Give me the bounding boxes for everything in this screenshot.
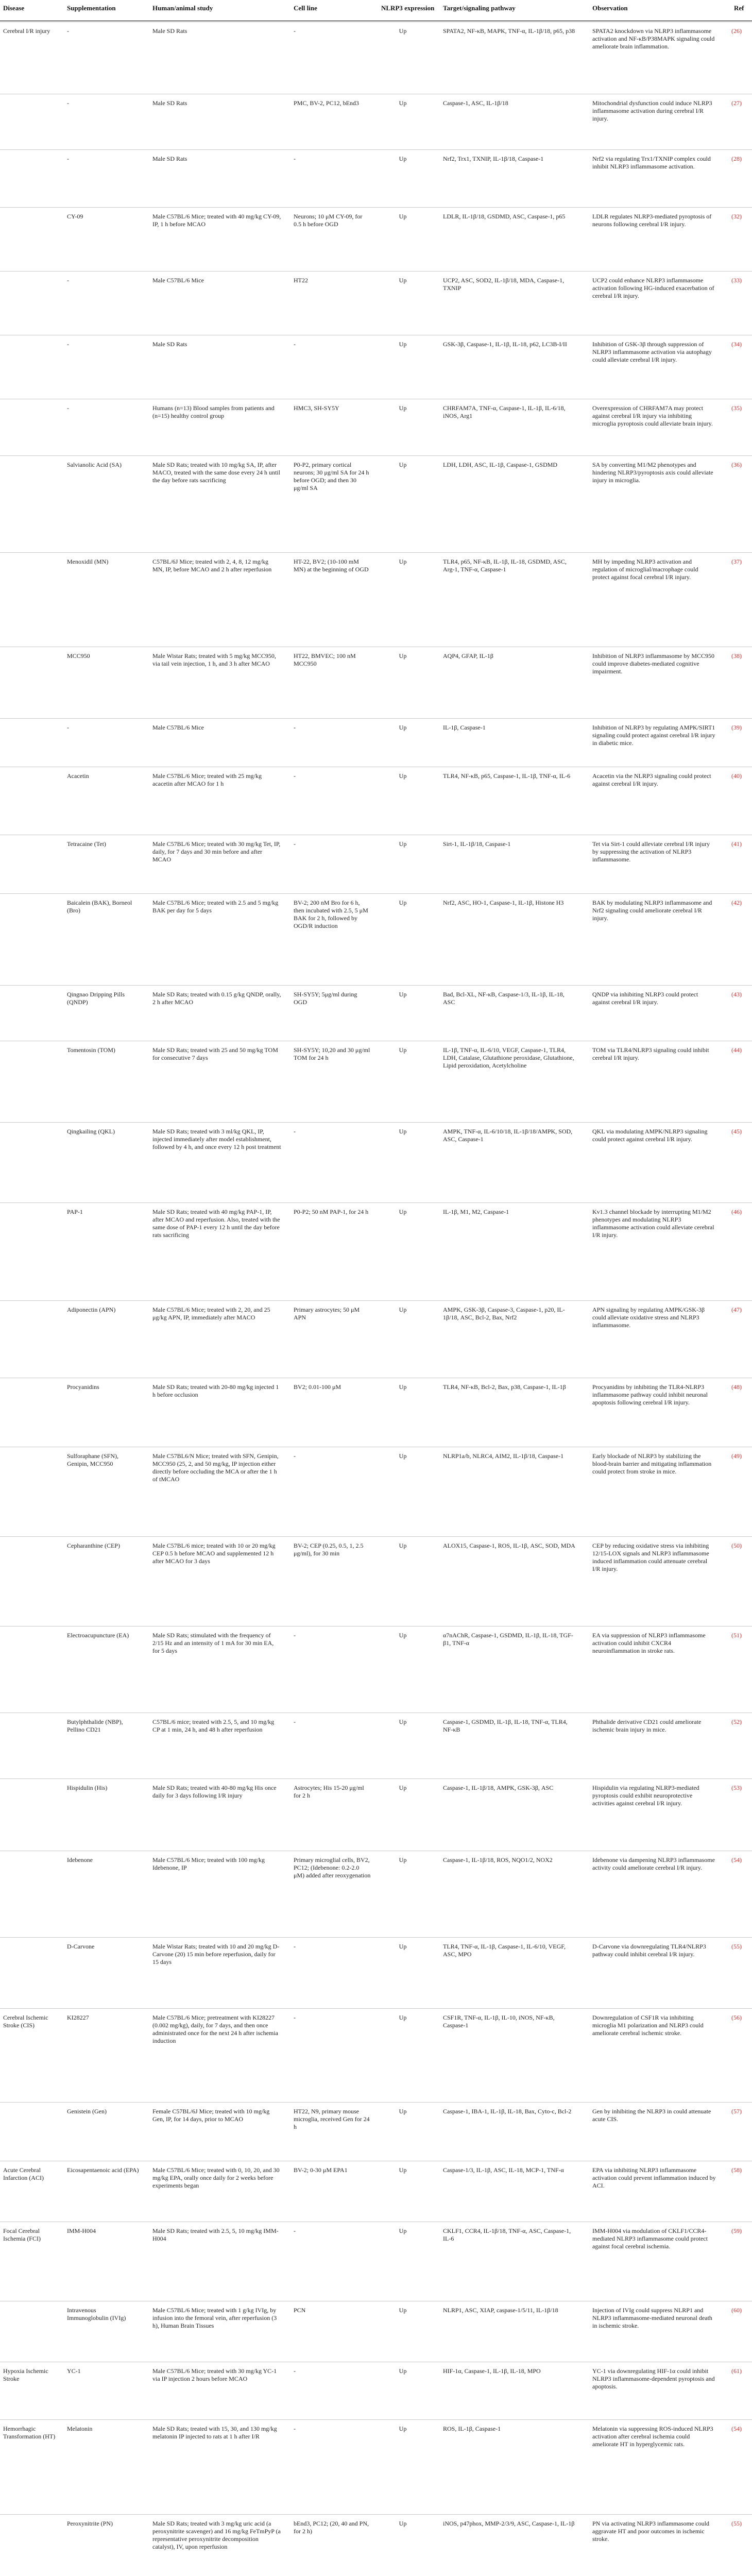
cell-supplementation: Peroxynitrite (PN) bbox=[67, 2520, 113, 2527]
cell-supplementation: - bbox=[67, 277, 69, 284]
table-row bbox=[0, 22, 752, 94]
cell-study: Male SD Rats bbox=[152, 341, 187, 348]
cell-ref[interactable]: (56) bbox=[731, 2014, 742, 2021]
cell-cell-line: - bbox=[294, 2227, 296, 2234]
cell-observation: QKL via modulating AMPK/NLRP3 signaling could protect against cerebral I/R injury. bbox=[592, 1128, 708, 1143]
cell-observation: QNDP via inhibiting NLRP3 could protect against cerebral I/R injury. bbox=[592, 991, 698, 1006]
cell-observation: Downregulation of CSF1R via inhibiting microglia M1 polarization and NLRP3 could ameliorate cerebral ischemic stroke. bbox=[592, 2014, 704, 2037]
cell-supplementation: KI28227 bbox=[67, 2014, 89, 2021]
cell-nlrp3-expression: Up bbox=[399, 1383, 407, 1391]
cell-cell-line: P0-P2; 50 nM PAP-1, for 24 h bbox=[294, 1208, 369, 1215]
table-row bbox=[0, 2514, 752, 2576]
cell-observation: SPATA2 knockdown via NLRP3 inflammasome activation and NF-κB/P38MAPK signaling could ameliorate brain inflammation. bbox=[592, 27, 715, 50]
cell-study: C57BL/6J Mice; treated with 2, 4, 8, 12 mg/kg MN, IP, before MCAO and 2 h after reperfusion bbox=[152, 558, 272, 573]
cell-supplementation: MCC950 bbox=[67, 652, 90, 659]
cell-observation: Inhibition of NLRP3 inflammasome by MCC950 could improve diabetes-mediated cognitive impairment. bbox=[592, 652, 714, 675]
cell-supplementation: Menoxidil (MN) bbox=[67, 558, 109, 565]
cell-nlrp3-expression: Up bbox=[399, 991, 407, 998]
cell-study: Male SD Rats; treated with 40-80 mg/kg His once daily for 3 days following I/R injury bbox=[152, 1784, 277, 1799]
cell-supplementation: Qingkailing (QKL) bbox=[67, 1128, 115, 1135]
cell-disease: Cerebral I/R injury bbox=[3, 27, 50, 35]
cell-study: Male SD Rats; treated with 20-80 mg/kg injected 1 h before occlusion bbox=[152, 1383, 279, 1398]
cell-supplementation: PAP-1 bbox=[67, 1208, 83, 1215]
cell-nlrp3-expression: Up bbox=[399, 2307, 407, 2314]
table-row bbox=[0, 1778, 752, 1851]
cell-observation: Inhibition of GSK-3β through suppression of NLRP3 inflammasome activation via autophagy could alleviate cerebral I/R injury. bbox=[592, 341, 712, 363]
cell-supplementation: Butylphthalide (NBP), Pellino CD21 bbox=[67, 1718, 123, 1733]
cell-ref[interactable]: (55) bbox=[731, 1943, 742, 1950]
table-row bbox=[0, 2301, 752, 2362]
cell-observation: PN via activating NLRP3 inflammasome could aggravate HT and poor outcomes in ischemic stroke. bbox=[592, 2520, 709, 2543]
cell-target-pathway: TLR4, NF-κB, p65, Caspase-1, IL-1β, TNF-α, IL-6 bbox=[443, 772, 571, 779]
cell-ref[interactable]: (33) bbox=[731, 277, 742, 284]
table-row bbox=[0, 2161, 752, 2222]
cell-ref[interactable]: (54) bbox=[731, 1856, 742, 1863]
cell-observation: EA via suppression of NLRP3 inflammasome activation could inhibit CXCR4 neuroinflammation in stroke rats. bbox=[592, 1632, 706, 1654]
cell-ref[interactable]: (37) bbox=[731, 558, 742, 565]
cell-supplementation: Genistein (Gen) bbox=[67, 2108, 107, 2115]
cell-observation: Kv1.3 channel blockade by interrupting M1/M2 phenotypes and modulating NLRP3 inflammasome activation could alleviate cerebral I/R injury. bbox=[592, 1208, 714, 1239]
cell-ref[interactable]: (50) bbox=[731, 1542, 742, 1549]
table-row bbox=[0, 1041, 752, 1123]
cell-nlrp3-expression: Up bbox=[399, 1632, 407, 1639]
cell-study: Male C57BL/6 Mice; treated with 100 mg/kg Idebenone, IP bbox=[152, 1856, 265, 1871]
cell-nlrp3-expression: Up bbox=[399, 213, 407, 220]
cell-ref[interactable]: (51) bbox=[731, 1632, 742, 1639]
cell-supplementation: - bbox=[67, 404, 69, 412]
header-nlrp3-expression: NLRP3 expression bbox=[381, 4, 435, 12]
cell-cell-line: BV2; 0.01-100 μM bbox=[294, 1383, 341, 1391]
cell-ref[interactable]: (44) bbox=[731, 1046, 742, 1054]
cell-supplementation: Eicosapentaenoic acid (EPA) bbox=[67, 2166, 139, 2174]
cell-ref[interactable]: (34) bbox=[731, 341, 742, 348]
cell-target-pathway: IL-1β, Caspase-1 bbox=[443, 724, 486, 731]
cell-observation: Early blockade of NLRP3 by stabilizing the blood-brain barrier and mitigating inflammation could protect from stroke in mice. bbox=[592, 1452, 712, 1475]
cell-cell-line: HT22, N9, primary mouse microglia, received Gen for 24 h bbox=[294, 2108, 370, 2130]
cell-ref[interactable]: (40) bbox=[731, 772, 742, 779]
cell-target-pathway: SPATA2, NF-κB, MAPK, TNF-α, IL-1β/18, p65, p38 bbox=[443, 27, 575, 35]
header-cell-line: Cell line bbox=[294, 4, 317, 12]
cell-ref[interactable]: (32) bbox=[731, 213, 742, 220]
cell-supplementation: Intravenous Immunoglobulin (IVIg) bbox=[67, 2307, 126, 2321]
cell-nlrp3-expression: Up bbox=[399, 99, 407, 107]
cell-cell-line: Neurons; 10 μM CY-09, for 0.5 h before OGD bbox=[294, 213, 363, 228]
cell-cell-line: HMC3, SH-SY5Y bbox=[294, 404, 339, 412]
cell-ref[interactable]: (41) bbox=[731, 840, 742, 848]
cell-ref[interactable]: (54) bbox=[731, 2425, 742, 2432]
cell-target-pathway: AQP4, GFAP, IL-1β bbox=[443, 652, 493, 659]
cell-target-pathway: CSF1R, TNF-α, IL-1β, IL-10, iNOS, NF-κB, Caspase-1 bbox=[443, 2014, 555, 2029]
cell-supplementation: Sulforaphane (SFN), Genipin, MCC950 bbox=[67, 1452, 118, 1467]
table-row bbox=[0, 1713, 752, 1779]
cell-nlrp3-expression: Up bbox=[399, 772, 407, 779]
cell-target-pathway: LDLR, IL-1β/18, GSDMD, ASC, Caspase-1, p65 bbox=[443, 213, 566, 220]
cell-cell-line: - bbox=[294, 2367, 296, 2375]
cell-disease: Hemorrhagic Transformation (HT) bbox=[3, 2425, 56, 2440]
header-observation: Observation bbox=[592, 4, 628, 12]
cell-nlrp3-expression: Up bbox=[399, 1542, 407, 1549]
cell-nlrp3-expression: Up bbox=[399, 2227, 407, 2234]
cell-supplementation: Hispidulin (His) bbox=[67, 1784, 108, 1791]
cell-study: Male SD Rats; treated with 2.5, 5, 10 mg/kg IMM-H004 bbox=[152, 2227, 279, 2242]
header-study: Human/animal study bbox=[152, 4, 213, 12]
cell-supplementation: Tomentosin (TOM) bbox=[67, 1046, 115, 1054]
cell-target-pathway: IL-1β, M1, M2, Caspase-1 bbox=[443, 1208, 509, 1215]
cell-ref[interactable]: (60) bbox=[731, 2307, 742, 2314]
cell-nlrp3-expression: Up bbox=[399, 2166, 407, 2174]
cell-study: Male C57BL/6 Mice; treated with 30 mg/kg Tet, IP, daily, for 7 days and 30 min before and after MCAO bbox=[152, 840, 281, 863]
cell-supplementation: Qingnao Dripping Pills (QNDP) bbox=[67, 991, 125, 1006]
cell-cell-line: SH-SY5Y; 5μg/ml during OGD bbox=[294, 991, 357, 1006]
cell-disease: Cerebral Ischemic Stroke (CIS) bbox=[3, 2014, 48, 2029]
table-row bbox=[0, 893, 752, 986]
cell-ref[interactable]: (52) bbox=[731, 1718, 742, 1725]
cell-cell-line: - bbox=[294, 1943, 296, 1950]
cell-supplementation: IMM-H004 bbox=[67, 2227, 96, 2234]
cell-nlrp3-expression: Up bbox=[399, 1128, 407, 1135]
cell-study: Male SD Rats; treated with 3 mg/kg uric acid (a peroxynitrite scavenger) and 16 mg/kg FeTmPyP (a representative peroxynitrite decomposition catalyst), IV, upon reperfusion bbox=[152, 2520, 281, 2550]
cell-disease: Focal Cerebral Ischemia (FCI) bbox=[3, 2227, 41, 2242]
cell-observation: Phthalide derivative CD21 could ameliorate ischemic brain injury in mice. bbox=[592, 1718, 702, 1733]
cell-supplementation: - bbox=[67, 341, 69, 348]
cell-ref[interactable]: (61) bbox=[731, 2367, 742, 2375]
cell-study: Male SD Rats; stimulated with the frequency of 2/15 Hz and an intensity of 1 mA for 30 min EA, for 5 days bbox=[152, 1632, 274, 1654]
cell-cell-line: - bbox=[294, 840, 296, 848]
cell-supplementation: - bbox=[67, 99, 69, 107]
cell-observation: TOM via TLR4/NLRP3 signaling could inhibit cerebral I/R injury. bbox=[592, 1046, 709, 1061]
cell-nlrp3-expression: Up bbox=[399, 2367, 407, 2375]
cell-study: Male Wistar Rats; treated with 5 mg/kg MCC950, via tail vein injection, 1 h, and 3 h after MCAO bbox=[152, 652, 276, 667]
cell-nlrp3-expression: Up bbox=[399, 404, 407, 412]
cell-observation: Inhibition of NLRP3 by regulating AMPK/SIRT1 signaling could protect against cerebral I/R injury in diabetic mice. bbox=[592, 724, 715, 747]
cell-study: Male SD Rats bbox=[152, 27, 187, 35]
cell-nlrp3-expression: Up bbox=[399, 27, 407, 35]
cell-nlrp3-expression: Up bbox=[399, 2520, 407, 2527]
header-ref: Ref bbox=[734, 4, 744, 12]
cell-study: Male SD Rats; treated with 3 ml/kg QKL, IP, injected immediately after model establishment, followed by 4 h, and once every 12 h post treatment bbox=[152, 1128, 281, 1150]
cell-observation: Mitochondrial dysfunction could induce NLRP3 inflammasome activation during cerebral I/R injury. bbox=[592, 99, 712, 122]
cell-study: Male C57BL/6 Mice; treated with 25 mg/kg acacetin after MCAO for 1 h bbox=[152, 772, 262, 787]
table-row bbox=[0, 767, 752, 835]
cell-study: Male SD Rats bbox=[152, 155, 187, 162]
cell-nlrp3-expression: Up bbox=[399, 2108, 407, 2115]
cell-target-pathway: HIF-1α, Caspase-1, IL-1β, IL-18, MPO bbox=[443, 2367, 541, 2375]
cell-ref[interactable]: (53) bbox=[731, 1784, 742, 1791]
cell-ref[interactable]: (45) bbox=[731, 1128, 742, 1135]
cell-target-pathway: Sirt-1, IL-1β/18, Caspase-1 bbox=[443, 840, 511, 848]
cell-nlrp3-expression: Up bbox=[399, 2014, 407, 2021]
cell-supplementation: D-Carvone bbox=[67, 1943, 95, 1950]
cell-observation: UCP2 could enhance NLRP3 inflammasome activation following HG-induced exacerbation of cerebral I/R injury. bbox=[592, 277, 714, 299]
table-row bbox=[0, 647, 752, 719]
table-row bbox=[0, 2102, 752, 2161]
cell-nlrp3-expression: Up bbox=[399, 652, 407, 659]
table-row bbox=[0, 718, 752, 767]
cell-supplementation: - bbox=[67, 155, 69, 162]
cell-ref[interactable]: (47) bbox=[731, 1306, 742, 1313]
cell-target-pathway: Nrf2, Trx1, TXNIP, IL-1β/18, Caspase-1 bbox=[443, 155, 544, 162]
cell-supplementation: - bbox=[67, 27, 69, 35]
cell-study: Male C57BL/6 Mice; treated with 0, 10, 20, and 30 mg/kg EPA, orally once daily for 2 weeks before experiments began bbox=[152, 2166, 280, 2189]
cell-target-pathway: CHRFAM7A, TNF-α, Caspase-1, IL-1β, IL-6/18, iNOS, Arg1 bbox=[443, 404, 566, 419]
cell-cell-line: Astrocytes; His 15-20 μg/ml for 2 h bbox=[294, 1784, 364, 1799]
cell-target-pathway: UCP2, ASC, SOD2, IL-1β/18, MDA, Caspase-1, TXNIP bbox=[443, 277, 565, 292]
cell-target-pathway: Caspase-1, ASC, IL-1β/18 bbox=[443, 99, 508, 107]
cell-study: Male SD Rats; treated with 15, 30, and 130 mg/kg melatonin IP injected to rats at 1 h after I/R bbox=[152, 2425, 277, 2440]
cell-cell-line: - bbox=[294, 1452, 296, 1460]
cell-observation: Hispidulin via regulating NLRP3-mediated pyroptosis could exhibit neuroprotective activities against cerebral I/R injury. bbox=[592, 1784, 699, 1807]
cell-cell-line: - bbox=[294, 772, 296, 779]
cell-observation: IMM-H004 via modulation of CKLF1/CCR4-mediated NLRP3 inflammasome could protect against focal cerebral ischemia. bbox=[592, 2227, 708, 2250]
table-row bbox=[0, 2419, 752, 2515]
cell-nlrp3-expression: Up bbox=[399, 1718, 407, 1725]
cell-target-pathway: IL-1β, TNF-α, IL-6/10, VEGF, Caspase-1, TLR4, LDH, Catalase, Glutathione peroxidase, Glutathione, Lipid peroxidation, Acetylcholine bbox=[443, 1046, 574, 1069]
table-row bbox=[0, 207, 752, 272]
cell-study: C57BL/6 mice; treated with 2.5, 5, and 10 mg/kg CP at 1 min, 24 h, and 48 h after reperfusion bbox=[152, 1718, 275, 1733]
cell-ref[interactable]: (48) bbox=[731, 1383, 742, 1391]
cell-target-pathway: α7nAChR, Caspase-1, GSDMD, IL-1β, IL-18, TGF-β1, TNF-α bbox=[443, 1632, 573, 1647]
cell-observation: Acacetin via the NLRP3 signaling could protect against cerebral I/R injury. bbox=[592, 772, 711, 787]
table-row bbox=[0, 455, 752, 553]
cell-cell-line: SH-SY5Y; 10,20 and 30 μg/ml TOM for 24 h bbox=[294, 1046, 370, 1061]
cell-target-pathway: GSK-3β, Caspase-1, IL-1β, IL-18, p62, LC3B-I/II bbox=[443, 341, 567, 348]
cell-supplementation: Procyanidins bbox=[67, 1383, 99, 1391]
cell-ref[interactable]: (43) bbox=[731, 991, 742, 998]
table-row bbox=[0, 1202, 752, 1301]
cell-ref[interactable]: (57) bbox=[731, 2108, 742, 2115]
table-header bbox=[0, 0, 752, 21]
cell-supplementation: Acacetin bbox=[67, 772, 89, 779]
cell-observation: MH by impeding NLRP3 activation and regulation of microglial/macrophage could protect against focal cerebral I/R injury. bbox=[592, 558, 698, 581]
cell-study: Humans (n=13) Blood samples from patients and (n=15) healthy control group bbox=[152, 404, 275, 419]
table-row bbox=[0, 552, 752, 647]
cell-ref[interactable]: (27) bbox=[731, 99, 742, 107]
cell-nlrp3-expression: Up bbox=[399, 1856, 407, 1863]
cell-ref[interactable]: (28) bbox=[731, 155, 742, 162]
cell-nlrp3-expression: Up bbox=[399, 341, 407, 348]
cell-supplementation: Baicalein (BAK), Borneol (Bro) bbox=[67, 899, 132, 914]
cell-observation: Tet via Sirt-1 could alleviate cerebral I/R injury by suppressing the activation of NLRP3 inflammasome. bbox=[592, 840, 710, 863]
table-row bbox=[0, 2362, 752, 2420]
cell-cell-line: - bbox=[294, 2014, 296, 2021]
table-row bbox=[0, 271, 752, 335]
table-row bbox=[0, 1937, 752, 2009]
cell-cell-line: BV-2; 0-30 μM EPA1 bbox=[294, 2166, 348, 2174]
cell-ref[interactable]: (38) bbox=[731, 652, 742, 659]
cell-study: Male C57BL/6 Mice bbox=[152, 724, 204, 731]
cell-observation: Procyanidins by inhibiting the TLR4-NLRP3 inflammasome pathway could inhibit neuronal apoptosis following cerebral I/R injury. bbox=[592, 1383, 708, 1406]
cell-ref[interactable]: (58) bbox=[731, 2166, 742, 2174]
cell-observation: D-Carvone via downregulating TLR4/NLRP3 pathway could inhibit cerebral I/R injury. bbox=[592, 1943, 706, 1958]
cell-nlrp3-expression: Up bbox=[399, 155, 407, 162]
cell-supplementation: - bbox=[67, 724, 69, 731]
cell-target-pathway: ROS, IL-1β, Caspase-1 bbox=[443, 2425, 501, 2432]
cell-nlrp3-expression: Up bbox=[399, 899, 407, 906]
table-row bbox=[0, 2008, 752, 2103]
cell-cell-line: - bbox=[294, 1718, 296, 1725]
cell-study: Male Wistar Rats; treated with 10 and 20 mg/kg D-Carvone (20) 15 min before reperfusion, daily for 15 days bbox=[152, 1943, 280, 1965]
cell-ref[interactable]: (49) bbox=[731, 1452, 742, 1460]
cell-nlrp3-expression: Up bbox=[399, 277, 407, 284]
cell-target-pathway: Caspase-1, IBA-1, IL-1β, IL-18, Bax, Cyto-c, Bcl-2 bbox=[443, 2108, 572, 2115]
cell-target-pathway: NLRP1a/b, NLRC4, AIM2, IL-1β/18, Caspase-1 bbox=[443, 1452, 564, 1460]
table-row bbox=[0, 1122, 752, 1203]
cell-cell-line: Primary microglial cells, BV2, PC12; (Idebenone: 0.2-2.0 μM) added after reoxygenation bbox=[294, 1856, 371, 1879]
cell-cell-line: - bbox=[294, 341, 296, 348]
cell-supplementation: Tetracaine (Tet) bbox=[67, 840, 106, 848]
cell-study: Male C57BL/6 Mice; treated with 1 g/kg IVIg, by infusion into the femoral vein, after reperfusion (3 h), Human Brain Tissues bbox=[152, 2307, 277, 2329]
cell-observation: Gen by inhibiting the NLRP3 in could attenuate acute CIS. bbox=[592, 2108, 711, 2123]
cell-cell-line: - bbox=[294, 2425, 296, 2432]
table-row bbox=[0, 985, 752, 1041]
cell-cell-line: P0-P2, primary cortical neurons; 30 μg/ml SA for 24 h before OGD; and then 30 μg/ml SA bbox=[294, 461, 369, 492]
cell-cell-line: HT22 bbox=[294, 277, 308, 284]
cell-ref[interactable]: (36) bbox=[731, 461, 742, 468]
table-row bbox=[0, 94, 752, 150]
table-row bbox=[0, 835, 752, 894]
cell-study: Male C57BL/6 mice; treated with 10 or 20 mg/kg CEP 0.5 h before MCAO and supplemented 12 h after MCAO for 3 days bbox=[152, 1542, 276, 1565]
cell-study: Male SD Rats; treated with 0.15 g/kg QNDP, orally, 2 h after MCAO bbox=[152, 991, 281, 1006]
cell-target-pathway: AMPK, GSK-3β, Caspase-3, Caspase-1, p20, IL-1β/18, ASC, Bcl-2, Bax, Nrf2 bbox=[443, 1306, 565, 1321]
cell-supplementation: Idebenone bbox=[67, 1856, 93, 1863]
cell-cell-line: - bbox=[294, 155, 296, 162]
cell-nlrp3-expression: Up bbox=[399, 1046, 407, 1054]
cell-target-pathway: iNOS, p47phox, MMP-2/3/9, ASC, Caspase-1, IL-1β bbox=[443, 2520, 575, 2527]
cell-study: Male C57BL/6 Mice; treated with 2, 20, and 25 μg/kg APN, IP, immediately after MACO bbox=[152, 1306, 270, 1321]
cell-study: Male SD Rats; treated with 25 and 50 mg/kg TOM for consecutive 7 days bbox=[152, 1046, 278, 1061]
cell-observation: Injection of IVIg could suppress NLRP1 and NLRP3 inflammasome-mediated neuronal death in ischemic stroke. bbox=[592, 2307, 712, 2329]
cell-observation: Nrf2 via regulating Trx1/TXNIP complex could inhibit NLRP3 inflammasome activation. bbox=[592, 155, 711, 170]
cell-target-pathway: NLRP1, ASC, XIAP, caspase-1/5/11, IL-1β/18 bbox=[443, 2307, 558, 2314]
cell-supplementation: Salvianolic Acid (SA) bbox=[67, 461, 122, 468]
table-row bbox=[0, 1536, 752, 1626]
table-row bbox=[0, 399, 752, 456]
cell-cell-line: - bbox=[294, 1128, 296, 1135]
cell-ref[interactable]: (46) bbox=[731, 1208, 742, 1215]
cell-observation: SA by converting M1/M2 phenotypes and hindering NLRP3/pyroptosis axis could alleviate injury in microglia. bbox=[592, 461, 713, 484]
cell-cell-line: BV-2; 200 nM Bro for 6 h, then incubated with 2.5, 5 μM BAK for 2 h, followed by OGD/R induction bbox=[294, 899, 368, 929]
cell-nlrp3-expression: Up bbox=[399, 2425, 407, 2432]
cell-nlrp3-expression: Up bbox=[399, 840, 407, 848]
cell-study: Female C57BL/6J Mice; treated with 10 mg/kg Gen, IP, for 14 days, prior to MCAO bbox=[152, 2108, 270, 2123]
cell-nlrp3-expression: Up bbox=[399, 558, 407, 565]
cell-observation: BAK by modulating NLRP3 inflammasome and Nrf2 signaling could ameliorate cerebral I/R injury. bbox=[592, 899, 712, 922]
cell-disease: Acute Cerebral Infarction (ACI) bbox=[3, 2166, 44, 2181]
cell-study: Male SD Rats; treated with 10 mg/kg SA, IP, after MACO, treated with the same dose every 24 h until the day before rats sacrificing bbox=[152, 461, 280, 484]
table-row bbox=[0, 1300, 752, 1378]
cell-ref[interactable]: (42) bbox=[731, 899, 742, 906]
cell-target-pathway: Bad, Bcl-XL, NF-κB, Caspase-1/3, IL-1β, IL-18, ASC bbox=[443, 991, 565, 1006]
table-row bbox=[0, 2222, 752, 2301]
table-row bbox=[0, 1447, 752, 1537]
cell-target-pathway: TLR4, NF-κB, Bcl-2, Bax, p38, Caspase-1, IL-1β bbox=[443, 1383, 566, 1391]
cell-observation: Idebenone via dampening NLRP3 inflammasome activity could ameliorate cerebral I/R injury. bbox=[592, 1856, 715, 1871]
cell-target-pathway: Caspase-1, IL-1β/18, AMPK, GSK-3β, ASC bbox=[443, 1784, 554, 1791]
cell-cell-line: bEnd3, PC12; (20, 40 and PN, for 2 h) bbox=[294, 2520, 369, 2535]
cell-ref[interactable]: (59) bbox=[731, 2227, 742, 2234]
cell-study: Male C57BL/6 Mice; treated with 2.5 and 5 mg/kg BAK per day for 5 days bbox=[152, 899, 279, 914]
cell-ref[interactable]: (39) bbox=[731, 724, 742, 731]
cell-cell-line: Primary astrocytes; 50 μM APN bbox=[294, 1306, 360, 1321]
cell-study: Male C57BL/6 Mice; treated with 30 mg/kg YC-1 via IP injection 2 hours before MCAO bbox=[152, 2367, 277, 2382]
cell-study: Male C57BL/6 Mice; treated with 40 mg/kg CY-09, IP, 1 h before MCAO bbox=[152, 213, 281, 228]
cell-cell-line: BV-2; CEP (0.25, 0.5, 1, 2.5 μg/ml), for 30 min bbox=[294, 1542, 364, 1557]
cell-study: Male SD Rats; treated with 40 mg/kg PAP-1, IP, after MCAO and reperfusion. Also, treated with the same dose of PAP-1 every 12 h until the day before rats sacrificing bbox=[152, 1208, 280, 1239]
cell-disease: Hypoxia Ischemic Stroke bbox=[3, 2367, 48, 2382]
cell-study: Male C57BL6/N Mice; treated with SFN, Genipin, MCC950 (25, 2, and 50 mg/kg, IP injection either directly before occluding the MCA or after the 1 h of tMCAO bbox=[152, 1452, 279, 1483]
cell-target-pathway: Caspase-1, IL-1β/18, ROS, NQO1/2, NOX2 bbox=[443, 1856, 553, 1863]
cell-ref[interactable]: (55) bbox=[731, 2520, 742, 2527]
cell-supplementation: CY-09 bbox=[67, 213, 83, 220]
cell-target-pathway: TLR4, p65, NF-κB, IL-1β, IL-18, GSDMD, ASC, Arg-1, TNF-α, Caspase-1 bbox=[443, 558, 567, 573]
cell-nlrp3-expression: Up bbox=[399, 1784, 407, 1791]
header-target-pathway: Target/signaling pathway bbox=[443, 4, 516, 12]
header-disease: Disease bbox=[3, 4, 25, 12]
cell-target-pathway: LDH, LDH, ASC, IL-1β, Caspase-1, GSDMD bbox=[443, 461, 558, 468]
cell-cell-line: PCN bbox=[294, 2307, 306, 2314]
cell-observation: CEP by reducing oxidative stress via inhibiting 12/15-LOX signals and NLRP3 inflammasome induced inflammation could attenuate cerebral I/R injury. bbox=[592, 1542, 709, 1572]
cell-supplementation: Cepharanthine (CEP) bbox=[67, 1542, 120, 1549]
cell-observation: APN signaling by regulating AMPK/GSK-3β could alleviate oxidative stress and NLRP3 inflammasome. bbox=[592, 1306, 705, 1329]
cell-nlrp3-expression: Up bbox=[399, 724, 407, 731]
cell-cell-line: - bbox=[294, 724, 296, 731]
cell-target-pathway: AMPK, TNF-α, IL-6/10/18, IL-1β/18/AMPK, SOD, ASC, Caspase-1 bbox=[443, 1128, 573, 1143]
table-row bbox=[0, 1378, 752, 1447]
cell-supplementation: YC-1 bbox=[67, 2367, 81, 2375]
cell-observation: LDLR regulates NLRP3-mediated pyroptosis of neurons following cerebral I/R injury. bbox=[592, 213, 712, 228]
cell-cell-line: HT22, BMVEC; 100 nM MCC950 bbox=[294, 652, 356, 667]
cell-observation: Melatonin via suppressing ROS-induced NLRP3 activation after cerebral ischemia could ameliorate HT in hyperglycemic rats. bbox=[592, 2425, 713, 2448]
cell-nlrp3-expression: Up bbox=[399, 1306, 407, 1313]
cell-supplementation: Adiponectin (APN) bbox=[67, 1306, 116, 1313]
header-supplementation: Supplementation bbox=[67, 4, 116, 12]
cell-nlrp3-expression: Up bbox=[399, 1208, 407, 1215]
cell-cell-line: HT-22, BV2; (10-100 mM MN) at the beginning of OGD bbox=[294, 558, 369, 573]
cell-cell-line: - bbox=[294, 27, 296, 35]
cell-nlrp3-expression: Up bbox=[399, 1452, 407, 1460]
table-row bbox=[0, 335, 752, 399]
cell-cell-line: - bbox=[294, 1632, 296, 1639]
cell-nlrp3-expression: Up bbox=[399, 1943, 407, 1950]
cell-observation: YC-1 via downregulating HIF-1α could inhibit NLRP3 inflammasome-dependent pyroptosis and apoptosis. bbox=[592, 2367, 715, 2390]
cell-cell-line: PMC, BV-2, PC12, bEnd3 bbox=[294, 99, 359, 107]
table-row bbox=[0, 149, 752, 208]
cell-target-pathway: Caspase-1/3, IL-1β, ASC, IL-18, MCP-1, TNF-α bbox=[443, 2166, 564, 2174]
cell-target-pathway: Caspase-1, GSDMD, IL-1β, IL-18, TNF-α, TLR4, NF-κB bbox=[443, 1718, 568, 1733]
cell-study: Male SD Rats bbox=[152, 99, 187, 107]
table-row bbox=[0, 1851, 752, 1938]
table-row bbox=[0, 1626, 752, 1713]
cell-ref[interactable]: (26) bbox=[731, 27, 742, 35]
cell-nlrp3-expression: Up bbox=[399, 461, 407, 468]
cell-target-pathway: CKLF1, CCR4, IL-1β/18, TNF-α, ASC, Caspase-1, IL-6 bbox=[443, 2227, 571, 2242]
cell-observation: EPA via inhibiting NLRP3 inflammasome activation could prevent inflammation induced by ACI. bbox=[592, 2166, 716, 2189]
cell-ref[interactable]: (35) bbox=[731, 404, 742, 412]
cell-target-pathway: TLR4, TNF-α, IL-1β, Caspase-1, IL-6/10, VEGF, ASC, MPO bbox=[443, 1943, 566, 1958]
cell-study: Male C57BL/6 Mice bbox=[152, 277, 204, 284]
cell-study: Male C57BL/6 Mice; pretreatment with KI28227 (0.002 mg/kg), daily, for 7 days, and then once administrated once for the next 24 h after ischemia induction bbox=[152, 2014, 278, 2044]
cell-target-pathway: ALOX15, Caspase-1, ROS, IL-1β, ASC, SOD, MDA bbox=[443, 1542, 575, 1549]
cell-supplementation: Melatonin bbox=[67, 2425, 93, 2432]
cell-observation: Overexpression of CHRFAM7A may protect against cerebral I/R injury via inhibiting microglia pyroptosis could alleviate brain injury. bbox=[592, 404, 713, 427]
cell-target-pathway: Nrf2, ASC, HO-1, Caspase-1, IL-1β, Histone H3 bbox=[443, 899, 564, 906]
cell-supplementation: Electroacupuncture (EA) bbox=[67, 1632, 129, 1639]
